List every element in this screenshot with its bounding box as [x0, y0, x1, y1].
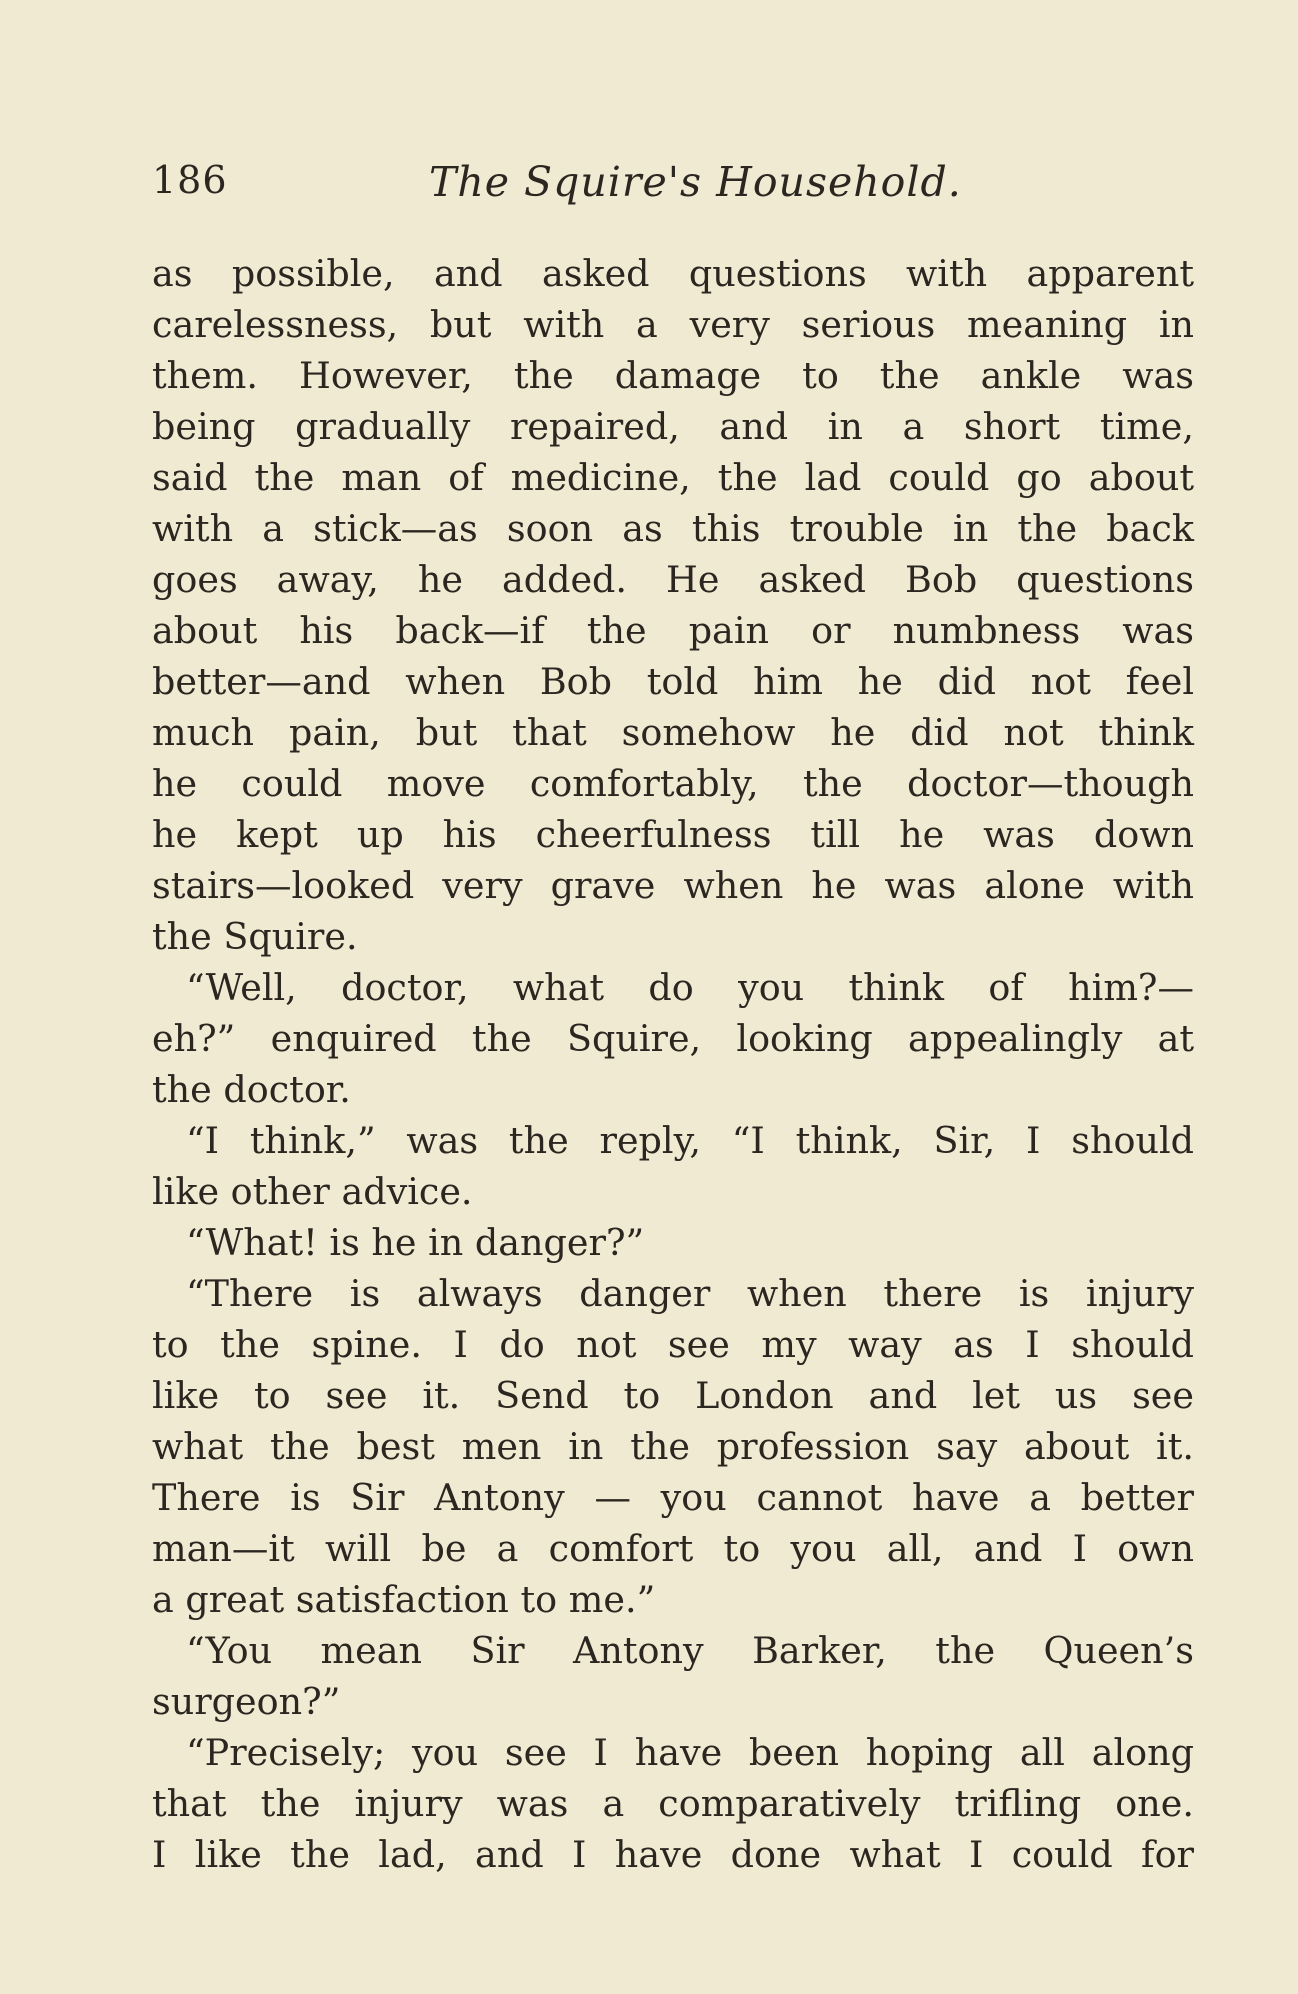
text-line: “Precisely; you see I have been hoping all along [186, 1731, 1194, 1774]
text-line: goes away, he added. He asked Bob questions [152, 558, 1194, 601]
text-line: about his back—if the pain or numbness was [152, 609, 1194, 652]
text-line: stairs—looked very grave when he was alone with [152, 864, 1194, 907]
text-line: “Well, doctor, what do you think of him?— [186, 966, 1194, 1009]
text-line: man—it will be a comfort to you all, and I own [152, 1527, 1194, 1570]
running-title: The Squire's Household. [429, 158, 962, 206]
text-line: There is Sir Antony — you cannot have a better [152, 1476, 1194, 1519]
text-line: surgeon?” [152, 1680, 341, 1723]
body-text [152, 248, 1194, 1880]
text-line: “I think,” was the reply, “I think, Sir, I should [186, 1119, 1194, 1162]
text-line: a great satisfaction to me.” [152, 1578, 656, 1621]
text-line: what the best men in the profession say about it. [152, 1425, 1194, 1468]
text-line: them. However, the damage to the ankle was [152, 354, 1194, 397]
text-line: eh?” enquired the Squire, looking appealingly at [152, 1017, 1194, 1060]
text-line: the Squire. [152, 915, 358, 958]
text-line: to the spine. I do not see my way as I should [152, 1323, 1194, 1366]
text-line: he kept up his cheerfulness till he was down [152, 813, 1194, 856]
text-line: like to see it. Send to London and let us see [152, 1374, 1194, 1417]
text-line: better—and when Bob told him he did not feel [152, 660, 1194, 703]
text-line: as possible, and asked questions with apparent [152, 252, 1194, 295]
text-line: the doctor. [152, 1068, 351, 1111]
page-number: 186 [152, 158, 228, 202]
text-line: “What! is he in danger?” [186, 1221, 645, 1264]
text-line: being gradually repaired, and in a short time, [152, 405, 1194, 448]
text-line: he could move comfortably, the doctor—though [152, 762, 1194, 805]
text-line: with a stick—as soon as this trouble in the back [152, 507, 1194, 550]
text-line: much pain, but that somehow he did not think [152, 711, 1194, 754]
text-line: “You mean Sir Antony Barker, the Queen’s [186, 1629, 1194, 1672]
text-line: carelessness, but with a very serious meaning in [152, 303, 1194, 346]
text-line: I like the lad, and I have done what I could for [152, 1833, 1194, 1876]
text-line: “There is always danger when there is injury [186, 1272, 1194, 1315]
page-header [152, 158, 1192, 218]
text-line: that the injury was a comparatively trifling one. [152, 1782, 1194, 1825]
text-line: like other advice. [152, 1170, 473, 1213]
text-line: said the man of medicine, the lad could go about [152, 456, 1194, 499]
